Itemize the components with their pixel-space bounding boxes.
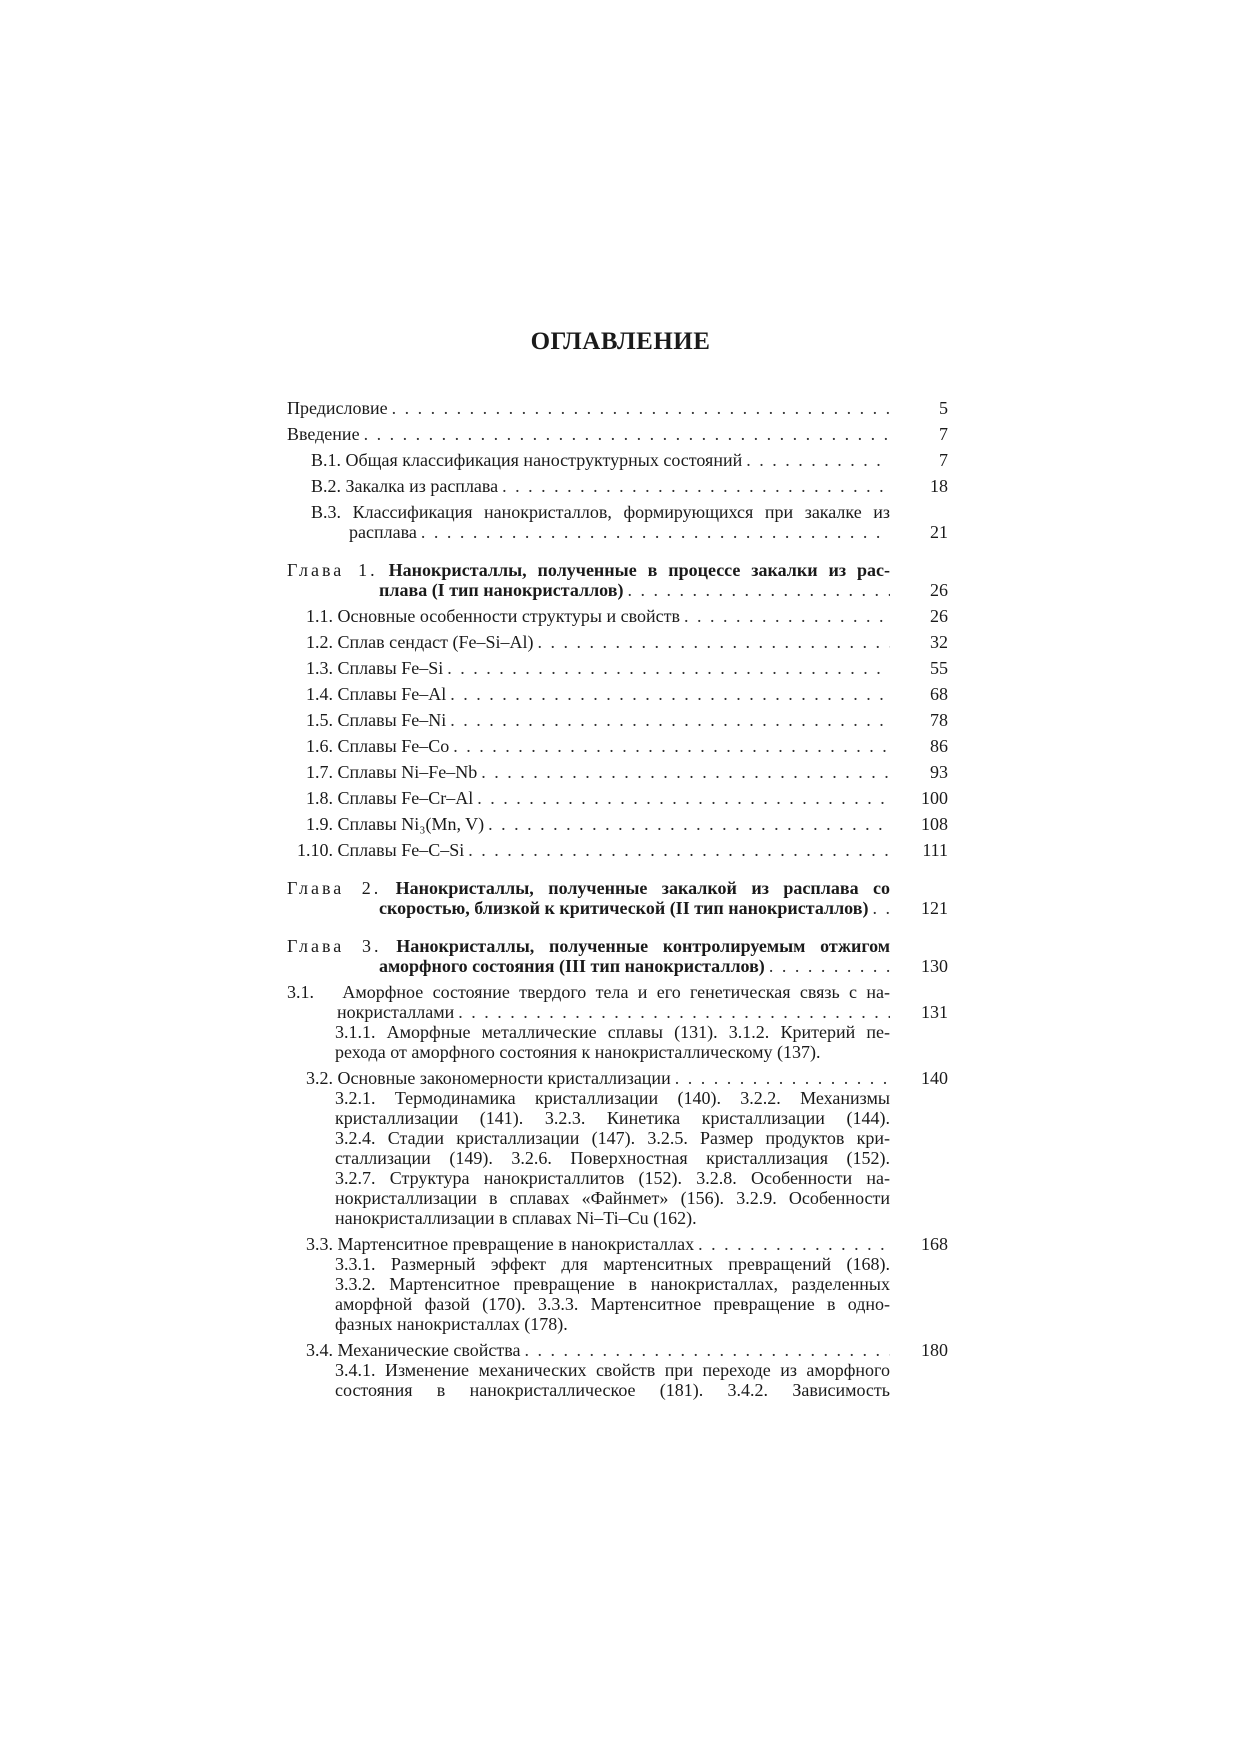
entry-label: Сплавы Fe–Ni — [337, 710, 447, 730]
chapter-title-line2: скоростью, близкой к критической (II тип нанокристаллов) — [379, 898, 869, 918]
toc-section-3-1 — [287, 982, 948, 1062]
dot-leader — [769, 956, 890, 976]
detail-line: рехода от аморфного состояния к нанокристаллическому (137). — [335, 1042, 821, 1062]
dot-leader — [698, 1234, 890, 1254]
detail-line: 3.4.1. Изменение механических свойств при переходе из аморфного — [335, 1360, 890, 1380]
detail-line: 3.3.2. Мартенситное превращение в нанокристаллах, разделенных — [335, 1274, 890, 1294]
toc-entry-v2[interactable] — [287, 476, 948, 496]
detail-line: нокристаллизации в сплавах «Файнмет» (156). 3.2.9. Особенности — [335, 1188, 890, 1208]
entry-label: Сплавы Fe–C–Si — [337, 840, 465, 860]
dot-leader — [458, 1002, 890, 1022]
entry-label: Сплав сендаст (Fe–Si–Al) — [337, 632, 534, 652]
toc-section-3-3 — [287, 1234, 948, 1334]
entry-number: В.3. — [311, 502, 342, 522]
chapter-word: Глава 1. — [287, 560, 378, 580]
dot-leader — [675, 1068, 890, 1088]
entry-page: 168 — [921, 1234, 948, 1254]
entry-page: 78 — [930, 710, 948, 730]
entry-number: В.2. — [311, 476, 342, 496]
entry-page: 93 — [930, 762, 948, 782]
chapter-title-line1: Нанокристаллы, полученные контролируемым отжигом — [396, 936, 890, 956]
entry-number: 1.5. — [306, 710, 333, 730]
entry-number: 1.8. — [306, 788, 333, 808]
entry-page: 121 — [921, 898, 948, 918]
toc-entry-1-7[interactable] — [287, 762, 948, 782]
toc-entry-v1[interactable] — [287, 450, 948, 470]
detail-line: состояния в нанокристаллическое (181). 3.4.2. Зависимость — [335, 1380, 890, 1400]
dot-leader — [872, 898, 890, 918]
entry-page: 7 — [939, 450, 948, 470]
detail-line: 3.2.4. Стадии кристаллизации (147). 3.2.5. Размер продуктов кри- — [335, 1128, 890, 1148]
entry-page: 131 — [921, 1002, 948, 1022]
detail-line: 3.3.1. Размерный эффект для мартенситных превращений (168). — [335, 1254, 890, 1274]
entry-label: Сплавы Fe–Al — [337, 684, 447, 704]
toc-entry-1-10[interactable] — [287, 840, 948, 860]
entry-label: Введение — [287, 424, 360, 444]
entry-number: 3.4. — [306, 1340, 333, 1360]
dot-leader — [684, 606, 890, 626]
dot-leader — [746, 450, 890, 470]
toc-entry-introduction[interactable] — [287, 424, 948, 444]
entry-label: Сплавы Ni₃(Mn, V) — [337, 814, 485, 834]
entry-page: 180 — [921, 1340, 948, 1360]
toc-entry-1-9[interactable] — [287, 814, 948, 834]
page-title: ОГЛАВЛЕНИЕ — [530, 328, 711, 355]
toc-entry-3-4[interactable] — [287, 1340, 948, 1360]
chapter-title-line1: Нанокристаллы, полученные закалкой из расплава со — [395, 878, 890, 898]
entry-number: В.1. — [311, 450, 342, 470]
detail-line: нанокристаллизации в сплавах Ni–Ti–Cu (162). — [335, 1208, 697, 1228]
dot-leader — [627, 580, 890, 600]
dot-leader — [450, 684, 890, 704]
entry-number: 3.2. — [306, 1068, 333, 1088]
subsection-detail — [335, 1088, 890, 1228]
detail-line: 3.2.1. Термодинамика кристаллизации (140). 3.2.2. Механизмы — [335, 1088, 890, 1108]
dot-leader — [392, 398, 890, 418]
chapter-title-line2: плава (I тип нанокристаллов) — [379, 580, 624, 600]
subsection-detail — [335, 1254, 890, 1334]
chapter-title-line1: Нанокристаллы, полученные в процессе закалки из рас- — [388, 560, 890, 580]
entry-label-line1: Классификация нанокристаллов, формирующихся при закалке из — [352, 502, 890, 522]
entry-label: Мартенситное превращение в нанокристаллах — [337, 1234, 695, 1254]
entry-label: Основные закономерности кристаллизации — [337, 1068, 671, 1088]
entry-number: 1.7. — [306, 762, 333, 782]
detail-line: сталлизации (149). 3.2.6. Поверхностная кристаллизация (152). — [335, 1148, 890, 1168]
toc-entry-1-6[interactable] — [287, 736, 948, 756]
entry-label: Сплавы Fe–Co — [337, 736, 450, 756]
subsection-detail — [335, 1360, 890, 1400]
entry-page: 130 — [921, 956, 948, 976]
entry-page: 18 — [930, 476, 948, 496]
entry-page: 5 — [939, 398, 948, 418]
toc-chapter-2[interactable] — [287, 878, 948, 918]
toc-entry-preface[interactable] — [287, 398, 948, 418]
dot-leader — [537, 632, 890, 652]
table-of-contents — [287, 398, 948, 1400]
toc-entry-1-5[interactable] — [287, 710, 948, 730]
toc-chapter-1[interactable] — [287, 560, 948, 600]
subsection-detail — [335, 1022, 890, 1062]
entry-number: 3.1. — [287, 982, 314, 1002]
chapter-word: Глава 3. — [287, 936, 382, 956]
entry-page: 26 — [930, 580, 948, 600]
entry-label-line2: нокристаллами — [337, 1002, 455, 1022]
entry-page: 7 — [939, 424, 948, 444]
toc-section-3-4 — [287, 1340, 948, 1400]
entry-page: 32 — [930, 632, 948, 652]
entry-number: 1.2. — [306, 632, 333, 652]
entry-number: 1.4. — [306, 684, 333, 704]
detail-line: кристаллизации (141). 3.2.3. Кинетика кристаллизации (144). — [335, 1108, 890, 1128]
toc-entry-v3[interactable] — [287, 502, 948, 542]
dot-leader — [488, 814, 890, 834]
toc-entry-1-3[interactable] — [287, 658, 948, 678]
dot-leader — [364, 424, 890, 444]
entry-label: Механические свойства — [337, 1340, 521, 1360]
entry-number: 1.3. — [306, 658, 333, 678]
entry-number: 1.9. — [306, 814, 333, 834]
entry-page: 100 — [921, 788, 948, 808]
toc-entry-3-2[interactable] — [287, 1068, 948, 1088]
entry-page: 108 — [921, 814, 948, 834]
entry-page: 140 — [921, 1068, 948, 1088]
toc-entry-1-4[interactable] — [287, 684, 948, 704]
toc-entry-1-1[interactable] — [287, 606, 948, 626]
entry-number: 3.3. — [306, 1234, 333, 1254]
entry-page: 68 — [930, 684, 948, 704]
detail-line: 3.1.1. Аморфные металлические сплавы (131). 3.1.2. Критерий пе- — [335, 1022, 890, 1042]
dot-leader — [481, 762, 890, 782]
entry-page: 55 — [930, 658, 948, 678]
entry-label-line2: расплава — [349, 522, 417, 542]
entry-page: 21 — [930, 522, 948, 542]
entry-label: Общая классификация наноструктурных состояний — [345, 450, 743, 470]
entry-page: 86 — [930, 736, 948, 756]
detail-line: аморфной фазой (170). 3.3.3. Мартенситное превращение в одно- — [335, 1294, 890, 1314]
entry-page: 26 — [930, 606, 948, 626]
dot-leader — [468, 840, 890, 860]
chapter-word: Глава 2. — [287, 878, 382, 898]
detail-line: фазных нанокристаллах (178). — [335, 1314, 568, 1334]
entry-number: 1.1. — [306, 606, 333, 626]
toc-section-3-2 — [287, 1068, 948, 1228]
entry-label: Сплавы Ni–Fe–Nb — [337, 762, 478, 782]
toc-entry-1-8[interactable] — [287, 788, 948, 808]
toc-entry-3-1[interactable] — [287, 982, 948, 1022]
dot-leader — [421, 522, 890, 542]
toc-chapter-3[interactable] — [287, 936, 948, 976]
toc-entry-1-2[interactable] — [287, 632, 948, 652]
dot-leader — [477, 788, 890, 808]
dot-leader — [447, 658, 890, 678]
dot-leader — [525, 1340, 891, 1360]
dot-leader — [502, 476, 890, 496]
chapter-title-line2: аморфного состояния (III тип нанокристаллов) — [379, 956, 765, 976]
entry-label-line1: Аморфное состояние твердого тела и его генетическая связь с на- — [342, 982, 890, 1002]
entry-number: 1.10. — [297, 840, 333, 860]
entry-label: Сплавы Fe–Si — [337, 658, 444, 678]
entry-label: Закалка из расплава — [345, 476, 499, 496]
dot-leader — [450, 710, 890, 730]
entry-label: Сплавы Fe–Cr–Al — [337, 788, 474, 808]
toc-entry-3-3[interactable] — [287, 1234, 948, 1254]
entry-label: Основные особенности структуры и свойств — [337, 606, 680, 626]
entry-page: 111 — [922, 840, 948, 860]
entry-number: 1.6. — [306, 736, 333, 756]
detail-line: 3.2.7. Структура нанокристаллитов (152). 3.2.8. Особенности на- — [335, 1168, 890, 1188]
dot-leader — [453, 736, 890, 756]
entry-label: Предисловие — [287, 398, 388, 418]
